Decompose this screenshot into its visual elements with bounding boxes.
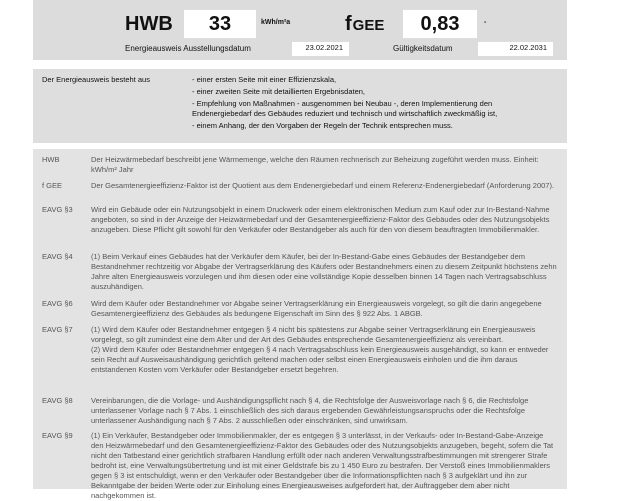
- definition-term: EAVG §4: [42, 252, 73, 261]
- intro-item: - Empfehlung von Maßnahmen - ausgenommen bei Neubau -, deren Implementierung den Endenergiebedarf des Gebäudes reduziert und technisch und wirtschaftlich zweckmäßig ist,: [192, 99, 498, 118]
- hwb-label: HWB: [125, 13, 173, 35]
- definition-text: (1) Wird dem Käufer oder Bestandnehmer entgegen § 4 nicht bis spätestens zur Abgabe seiner Vertragserklärung ein Energieausweis vorgelegt, so gilt zumindest eine dem Alter und der Art des Gebäudes entsprechende Gesamtenergieeffizienz als vereinbart. (2) Wird dem Käufer oder Bestandnehmer entgegen § 4 nach Vertragsabschluss kein Energieausweis ausgehändigt, so kann er entweder sein Recht auf Ausweisaushändigung gerichtlich geltend machen oder selbst einen Energieausweis einholen und die ihm daraus entstandenen Kosten vom Verkäufer oder Bestandgeber ersetzt begehren.: [91, 325, 549, 374]
- definition-term: EAVG §3: [42, 205, 73, 214]
- valid-date-label: Gültigkeitsdatum: [393, 44, 453, 53]
- definition-term: EAVG §7: [42, 325, 73, 334]
- definition-text: Vereinbarungen, die die Vorlage- und Aushändigungspflicht nach § 4, die Rechtsfolge der Ausweisvorlage nach § 6, die Rechtsfolge unterlassener Vorlage nach § 7 Abs. 1 einschließlich des sich daraus ergebenden Gewährleistungsanspruchs oder die Rechtsfolge unterlassener Aushändigung nach § 7 Abs. 2 ausschließen oder einschränken, sind unwirksam.: [91, 396, 529, 425]
- fgee-label-sub: GEE: [352, 17, 385, 34]
- definition-text: (1) Beim Verkauf eines Gebäudes hat der Verkäufer dem Käufer, bei der In-Bestand-Gabe eines Gebäudes der Bestandgeber dem Bestandnehmer rechtzeitig vor Abgabe der Vertragserklärung des Käufers oder Bestandnehmers einen zu diesem Zeitpunkt höchstens zehn Jahre alten Energieausweis vorzulegen und ihm diesen oder eine vollständige Kopie desselben binnen 14 Tagen nach Vertragsabschluss auszuhändigen.: [91, 252, 557, 291]
- intro-item: - einem Anhang, der den Vorgaben der Regeln der Technik entsprechen muss.: [192, 121, 453, 130]
- fgee-unit: -: [484, 19, 487, 26]
- fgee-label: [345, 14, 384, 36]
- intro-item: - einer zweiten Seite mit detaillierten Ergebnisdaten,: [192, 87, 366, 96]
- definition-term: HWB: [42, 155, 60, 164]
- definition-row: [42, 431, 558, 500]
- definition-text: Der Heizwärmebedarf beschreibt jene Wärmemenge, welche den Räumen rechnerisch zur Beheizung zugeführt werden muss. Einheit: kWh/m² Jahr: [91, 155, 539, 174]
- hwb-unit: kWh/m²a: [261, 19, 291, 26]
- intro-list: [192, 75, 552, 133]
- issue-date-label: Energieausweis Ausstellungsdatum: [125, 44, 251, 53]
- definition-term: EAVG §8: [42, 396, 73, 405]
- hwb-value: 33: [184, 10, 256, 38]
- definition-text: Der Gesamtenergieeffizienz-Faktor ist der Quotient aus dem Endenergiebedarf und einem Referenz-Endenergiebedarf (Anforderung 2007).: [91, 181, 555, 190]
- definition-term: f GEE: [42, 181, 63, 190]
- fgee-label-f: f: [345, 13, 352, 35]
- valid-date-value: 22.02.2031: [478, 42, 553, 56]
- definition-term: EAVG §6: [42, 299, 73, 308]
- definition-text: (1) Ein Verkäufer, Bestandgeber oder Immobilienmakler, der es entgegen § 3 unterlässt, in der Verkaufs- oder In-Bestand-Gabe-Anzeige den Heizwärmebedarf und den Gesamtenergieeffizienz-Faktor des Gebäudes oder des Nutzungsobjekts anzugeben, begeht, sofern die Tat nicht den Tatbestand einer gerichtlich strafbaren Handlung erfüllt oder nach anderen Verwaltungsstrafbestimmungen mit strengerer Strafe bedroht ist, eine Verwaltungsübertretung und ist mit einer Geldstrafe bis zu 1 450 Euro zu bestrafen. Der Verstoß eines Immobilienmaklers gegen § 3 ist entschuldigt, wenn er den Verkäufer oder Bestandgeber über die Informationspflichten nach § 3 aufgeklärt und ihn zur Bekanntgabe der beiden Werte oder zur Einholung eines Energieausweises aufgefordert hat, der Auftraggeber dem aber nicht nachgekommen ist.: [91, 431, 554, 500]
- definition-term: EAVG §9: [42, 431, 73, 440]
- definition-text: Wird ein Gebäude oder ein Nutzungsobjekt in einem Druckwerk oder einem elektronischen Medium zum Kauf oder zur In-Bestand-Nahme angeboten, so sind in der Anzeige der Heizwärmebedarf und der Gesamtenergieeffizienz-Faktor des Gebäudes oder des Nutzungsobjekts anzugeben. Diese Pflicht gilt sowohl für den Verkäufer oder Bestandgeber als auch für den von diesem beauftragten Immobilienmakler.: [91, 205, 550, 234]
- definition-text: Wird dem Käufer oder Bestandnehmer vor Abgabe seiner Vertragserklärung ein Energieausweis vorgelegt, so gilt die darin angegebene Gesamtenergieeffizienz des Gebäudes als bedungene Eigenschaft im Sinn des § 922 Abs. 1 ABGB.: [91, 299, 542, 318]
- intro-item: - einer ersten Seite mit einer Effizienzskala,: [192, 75, 337, 84]
- issue-date-value: 23.02.2021: [292, 42, 349, 56]
- intro-label: Der Energieausweis besteht aus: [42, 75, 150, 84]
- fgee-value: 0,83: [403, 10, 477, 38]
